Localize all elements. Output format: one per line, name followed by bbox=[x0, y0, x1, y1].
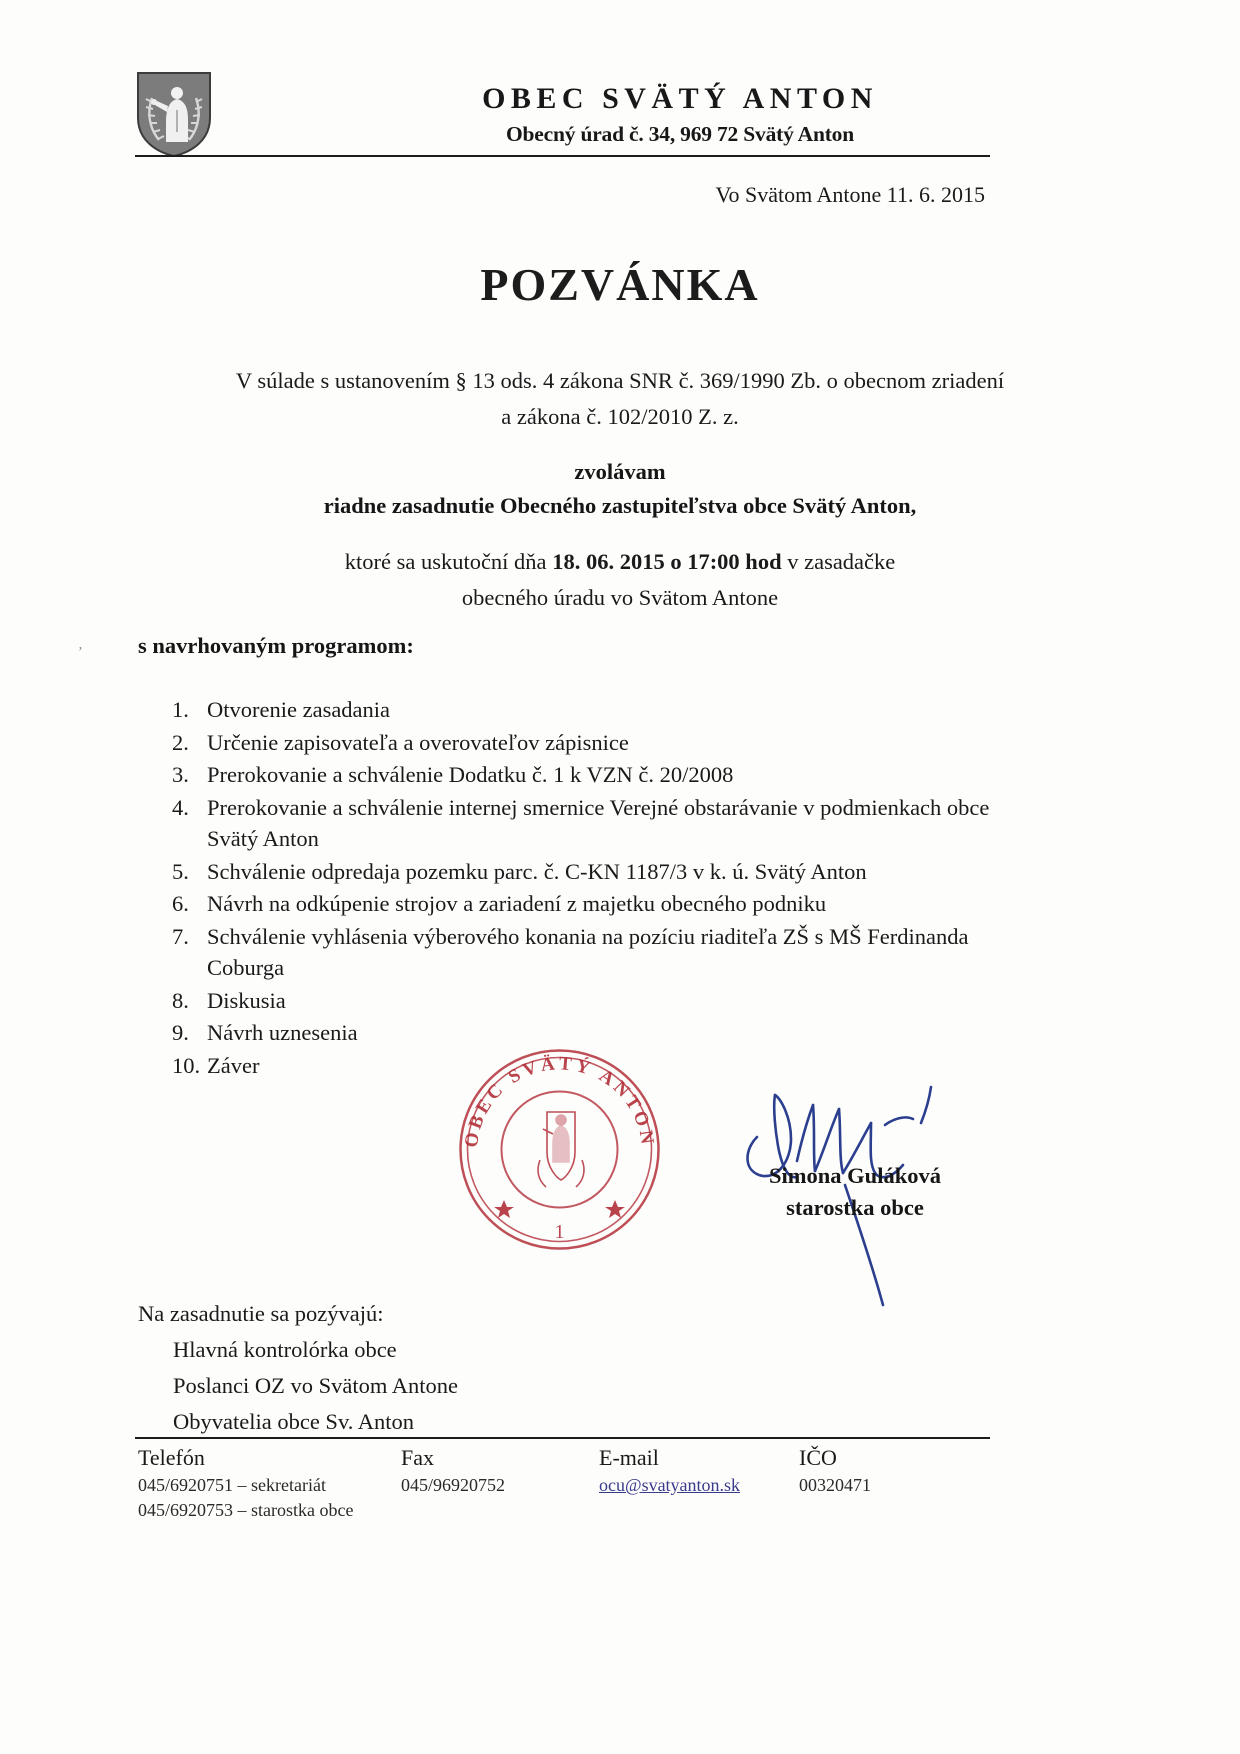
organization-address: Obecný úrad č. 34, 969 72 Svätý Anton bbox=[506, 122, 854, 146]
footer-fax-values bbox=[401, 1473, 599, 1523]
svg-text:OBEC SVÄTÝ ANTON: OBEC SVÄTÝ ANTON bbox=[460, 1053, 659, 1149]
footer-divider bbox=[135, 1437, 990, 1439]
list-item bbox=[172, 856, 1002, 888]
list-item-text: Diskusia bbox=[207, 987, 286, 1013]
fax-number: 045/96920752 bbox=[401, 1475, 506, 1495]
list-item-text: Schválenie odpredaja pozemku parc. č. C-KN 1187/3 v k. ú. Svätý Anton bbox=[207, 858, 867, 884]
list-item-number: 5. bbox=[172, 858, 189, 884]
list-item bbox=[172, 759, 1002, 791]
coat-of-arms-shield-icon bbox=[135, 70, 213, 158]
meeting-when-block bbox=[150, 544, 1090, 616]
list-item-number: 2. bbox=[172, 729, 189, 755]
list-item bbox=[172, 792, 1002, 855]
signature-block bbox=[660, 1160, 1050, 1224]
official-round-stamp-icon bbox=[452, 1042, 667, 1257]
program-heading: s navrhovaným programom: bbox=[138, 633, 414, 658]
dateline: Vo Svätom Antone 11. 6. 2015 bbox=[715, 182, 985, 207]
ico-number: 00320471 bbox=[799, 1475, 871, 1495]
list-item-text: Prerokovanie a schválenie Dodatku č. 1 k VZN č. 20/2008 bbox=[207, 762, 734, 787]
page-title: POZVÁNKA bbox=[480, 259, 760, 310]
signer-name: Simona Guláková bbox=[769, 1163, 941, 1188]
list-item-text: Záver bbox=[207, 1052, 260, 1078]
signer-role: starostka obce bbox=[786, 1195, 924, 1220]
invitee-item: Obyvatelia obce Sv. Anton bbox=[173, 1409, 414, 1434]
footer-heading-fax: Fax bbox=[401, 1445, 434, 1470]
svg-text:1: 1 bbox=[554, 1221, 565, 1243]
footer-contact-table bbox=[138, 1443, 998, 1523]
list-item-number: 6. bbox=[172, 891, 189, 916]
list-item bbox=[172, 727, 1002, 759]
invitees-heading: Na zasadnutie sa pozývajú: bbox=[138, 1301, 384, 1326]
list-item-number: 8. bbox=[172, 987, 189, 1013]
footer-heading-row bbox=[138, 1443, 998, 1473]
legal-basis-line-1: V súlade s ustanovením § 13 ods. 4 zákona SNR č. 369/1990 Zb. o obecnom zriadení bbox=[235, 368, 1005, 393]
phone-secretariat: 045/6920751 – sekretariát bbox=[138, 1475, 326, 1495]
legal-basis-paragraph bbox=[150, 363, 1090, 435]
invitees-block bbox=[138, 1296, 458, 1440]
meeting-datetime-line bbox=[150, 544, 1090, 580]
list-item bbox=[172, 694, 1002, 726]
footer-email-values bbox=[599, 1473, 799, 1523]
list-item-text: Otvorenie zasadania bbox=[207, 697, 391, 722]
footer-values-row bbox=[138, 1473, 998, 1523]
invitee-item: Hlavná kontrolórka obce bbox=[173, 1337, 397, 1362]
letterhead bbox=[135, 68, 990, 158]
footer-ico-values bbox=[799, 1473, 979, 1523]
list-item-number: 10. bbox=[172, 1052, 201, 1078]
footer-heading-phone: Telefón bbox=[138, 1445, 205, 1470]
legal-basis-line-2: a zákona č. 102/2010 Z. z. bbox=[501, 404, 739, 429]
meeting-prefix: ktoré sa uskutoční dňa bbox=[344, 549, 553, 574]
list-item-number: 4. bbox=[172, 794, 189, 820]
invitee-item: Poslanci OZ vo Svätom Antone bbox=[173, 1373, 458, 1398]
program-list bbox=[172, 694, 1002, 1082]
organization-block bbox=[370, 82, 990, 147]
list-item bbox=[172, 985, 1002, 1017]
meeting-datetime: 18. 06. 2015 o 17:00 hod bbox=[552, 549, 782, 574]
organization-name: OBEC SVÄTÝ ANTON bbox=[482, 82, 878, 115]
list-item-text: Prerokovanie a schválenie internej smernice Verejné obstarávanie v podmienkach obce Svätý Anton bbox=[207, 794, 990, 851]
convocation-body: riadne zasadnutie Obecného zastupiteľstva obce Svätý Anton, bbox=[323, 493, 917, 518]
meeting-place: obecného úradu vo Svätom Antone bbox=[461, 585, 779, 610]
list-item-text: Návrh uznesenia bbox=[207, 1020, 358, 1045]
meeting-suffix: v zasadačke bbox=[781, 549, 896, 574]
list-item-text: Určenie zapisovateľa a overovateľov zápisnice bbox=[207, 729, 629, 755]
list-item-text: Schválenie vyhlásenia výberového konania na pozíciu riaditeľa ZŠ s MŠ Ferdinanda Coburga bbox=[207, 923, 969, 980]
convocation-block bbox=[150, 455, 1090, 523]
list-item-number: 1. bbox=[172, 697, 189, 722]
list-item bbox=[172, 921, 1002, 984]
header-divider bbox=[135, 155, 990, 157]
list-item bbox=[172, 888, 1002, 920]
footer-heading-ico: IČO bbox=[799, 1445, 837, 1470]
list-item-number: 3. bbox=[172, 762, 189, 787]
footer-heading-email: E-mail bbox=[599, 1445, 659, 1470]
scan-artifact-mark: ʼ bbox=[78, 645, 83, 660]
footer-phone-values bbox=[138, 1473, 401, 1523]
list-item-number: 9. bbox=[172, 1020, 189, 1045]
phone-mayor: 045/6920753 – starostka obce bbox=[138, 1500, 354, 1520]
list-item-number: 7. bbox=[172, 923, 189, 949]
convocation-verb: zvolávam bbox=[574, 459, 666, 484]
email-link[interactable]: ocu@svatyanton.sk bbox=[599, 1475, 741, 1495]
list-item-text: Návrh na odkúpenie strojov a zariadení z majetku obecného podniku bbox=[207, 891, 827, 916]
